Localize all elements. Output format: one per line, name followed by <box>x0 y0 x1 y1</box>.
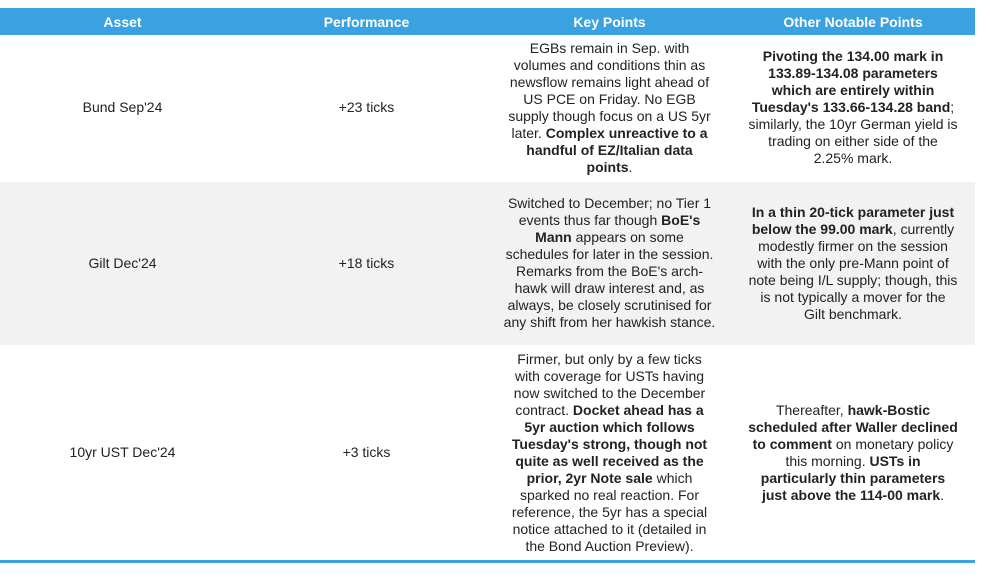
other-points-cell <box>731 345 975 561</box>
text-segment: Thereafter, <box>775 401 848 418</box>
header-other-notable-points: Other Notable Points <box>731 8 975 35</box>
bold-text-segment: Docket ahead has a 5yr auction which follows Tuesday's strong, though not quite as well received as the prior, 2yr Note sale <box>511 401 708 486</box>
market-table <box>0 8 975 563</box>
key-points-text <box>504 351 716 555</box>
key-points-cell <box>488 35 731 181</box>
bold-text-segment: BoE's Mann <box>535 212 701 245</box>
bold-text-segment: USTs in particularly thin parameters just above the 114-00 mark <box>760 452 946 503</box>
table-row <box>0 181 975 345</box>
bold-text-segment: hawk-Bostic scheduled after Waller declined to comment <box>748 401 958 452</box>
asset-cell: Gilt Dec'24 <box>0 181 245 345</box>
other-points-text <box>748 204 958 323</box>
performance-cell: +18 ticks <box>245 181 488 345</box>
text-segment: which sparked no real reaction. For reference, the 5yr has a special notice attached to it (detailed in the Bond Auction Preview). <box>511 469 708 554</box>
table-row <box>0 35 975 181</box>
asset-cell: 10yr UST Dec'24 <box>0 345 245 561</box>
text-segment: . <box>940 486 945 503</box>
key-points-cell <box>488 345 731 561</box>
bold-text-segment: Pivoting the 134.00 mark in 133.89-134.08 parameters which are entirely within Tuesday's 133.66-134.28 band <box>751 48 951 116</box>
header-asset: Asset <box>0 8 245 35</box>
other-points-text <box>748 402 958 504</box>
text-segment: EGBs remain in Sep. with volumes and conditions thin as newsflow remains light ahead of US PCE on Friday. No EGB supply though focus on a US 5yr later. <box>508 39 711 141</box>
other-points-text <box>748 48 958 167</box>
key-points-cell <box>488 181 731 345</box>
header-performance: Performance <box>245 8 488 35</box>
other-points-cell <box>731 35 975 181</box>
table-row <box>0 345 975 561</box>
asset-cell: Bund Sep'24 <box>0 35 245 181</box>
text-segment: , currently modestly firmer on the session with the only pre-Mann point of note being I/L supply; though, this is not typically a mover for the Gilt benchmark. <box>748 220 958 322</box>
performance-cell: +23 ticks <box>245 35 488 181</box>
text-segment: Firmer, but only by a few ticks with coverage for USTs having now switched to the December contract. <box>513 350 706 418</box>
text-segment: appears on some schedules for later in the session. Remarks from the BoE's arch-hawk will draw interest and, as always, be closely scrutinised for any shift from her hawkish stance. <box>503 229 716 330</box>
text-segment: . <box>628 158 633 175</box>
table-header-row <box>0 8 975 35</box>
text-segment: Switched to December; no Tier 1 events thus far though <box>507 195 712 228</box>
performance-cell: +3 ticks <box>245 345 488 561</box>
other-points-cell <box>731 181 975 345</box>
text-segment: on monetary policy this morning. <box>785 435 954 469</box>
header-key-points: Key Points <box>488 8 731 35</box>
key-points-text <box>504 195 716 331</box>
text-segment: ; similarly, the 10yr German yield is trading on either side of the 2.25% mark. <box>748 99 958 167</box>
market-table-container <box>0 8 975 563</box>
key-points-text <box>504 40 716 176</box>
bold-text-segment: In a thin 20-tick parameter just below the 99.00 mark <box>751 203 955 237</box>
bold-text-segment: Complex unreactive to a handful of EZ/Italian data points <box>526 124 708 175</box>
